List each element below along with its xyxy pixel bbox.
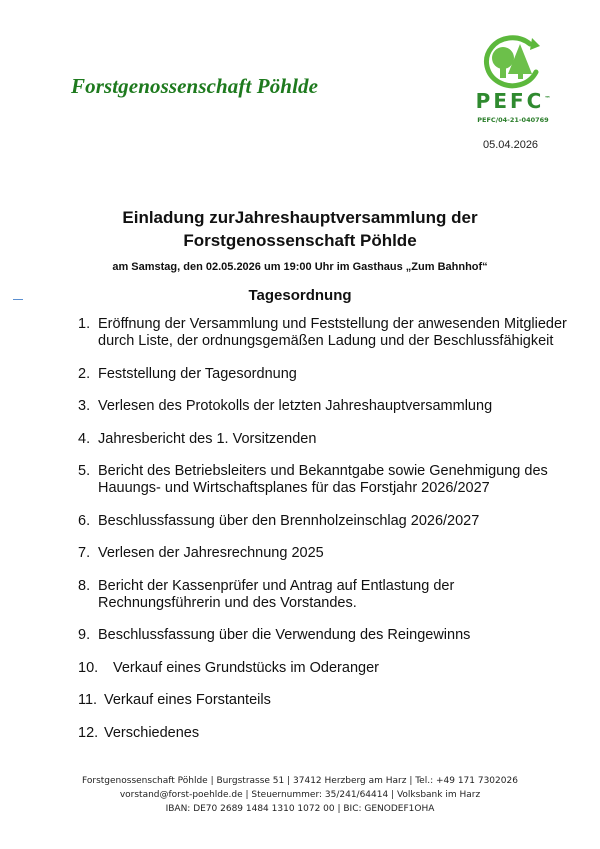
agenda-item-text: Bericht des Betriebsleiters und Bekanntgabe sowie Genehmigung des Hauungs- und Wirtschaftsplanes für das Forstjahr 2026/2027 [98,463,548,496]
agenda-item-number: 11. [78,692,98,708]
pefc-word: PEFC [475,89,545,113]
agenda-item [78,692,578,709]
agenda-item [78,398,578,415]
agenda-item [78,545,578,562]
agenda-item-text: Verkauf eines Forstanteils [104,692,271,708]
heading-line-1: Einladung zurJahreshauptversammlung der [122,208,478,227]
agenda-item-number: 12. [78,724,99,741]
agenda-item-text: Verlesen des Protokolls der letzten Jahreshauptversammlung [98,398,493,414]
pefc-certificate-code: PEFC/04-21-040769 [477,116,549,124]
organization-title: Forstgenossenschaft Pöhlde [71,74,319,98]
agenda-item [78,660,578,677]
agenda-item [78,578,578,612]
agenda-item [78,316,578,350]
agenda-item-number: 2. [78,365,91,382]
agenda-item-text: Beschlussfassung über die Verwendung des Reingewinns [98,627,471,643]
agenda-item-number: 5. [78,463,91,479]
agenda-item-number: 10. [78,659,99,676]
meeting-details: am Samstag, den 02.05.2026 um 19:00 Uhr im Gasthaus „Zum Bahnhof“ [112,261,488,273]
footer-bank-line: IBAN: DE70 2689 1484 1310 1072 00 | BIC: GENODEF1OHA [165,804,435,814]
agenda-item-text: Verschiedenes [104,724,200,741]
agenda-item-text: Verlesen der Jahresrechnung 2025 [98,545,324,561]
agenda-item-number: 6. [78,512,91,529]
agenda-item-number: 1. [78,316,91,332]
invitation-heading [0,206,600,252]
pefc-trees-icon [470,34,556,92]
agenda-item-text: Feststellung der Tagesordnung [98,365,297,382]
agenda-item-text: Beschlussfassung über den Brennholzeinschlag 2026/2027 [98,512,480,529]
agenda-item [78,463,578,497]
pefc-wordmark [470,89,556,113]
agenda-list [78,316,578,757]
agenda-item-text: Bericht der Kassenprüfer und Antrag auf Entlastung der Rechnungsführerin und des Vorstandes. [98,577,455,611]
agenda-title: Tagesordnung [248,287,352,304]
agenda-item-text: Jahresbericht des 1. Vorsitzenden [98,430,317,447]
agenda-item-number: 8. [78,577,91,594]
pefc-logo [470,34,556,130]
trademark-symbol: ™ [544,95,551,103]
agenda-item-text: Verkauf eines Grundstücks im Oderanger [113,659,379,676]
agenda-item-number: 4. [78,430,91,447]
agenda-item-number: 7. [78,545,91,561]
agenda-item [78,513,578,530]
agenda-item-text: Eröffnung der Versammlung und Feststellung der anwesenden Mitglieder durch Liste, der ordnungsgemäßen Ladung und der Beschlussfähigkeit [98,316,567,349]
agenda-item [78,627,578,644]
document-date: 05.04.2026 [483,139,539,151]
footer-contact-line: vorstand@forst-poehlde.de | Steuernummer: 35/241/64414 | Volksbank im Harz [119,790,481,800]
heading-line-2: Forstgenossenschaft Pöhlde [183,231,417,250]
agenda-item-number: 3. [78,398,91,414]
letter-footer [0,774,600,816]
agenda-item [78,366,578,383]
agenda-item [78,725,578,742]
footer-address-line: Forstgenossenschaft Pöhlde | Burgstrasse 51 | 37412 Herzberg am Harz | Tel.: +49 171 7302026 [82,776,518,786]
agenda-item [78,431,578,448]
agenda-item-number: 9. [78,627,91,643]
